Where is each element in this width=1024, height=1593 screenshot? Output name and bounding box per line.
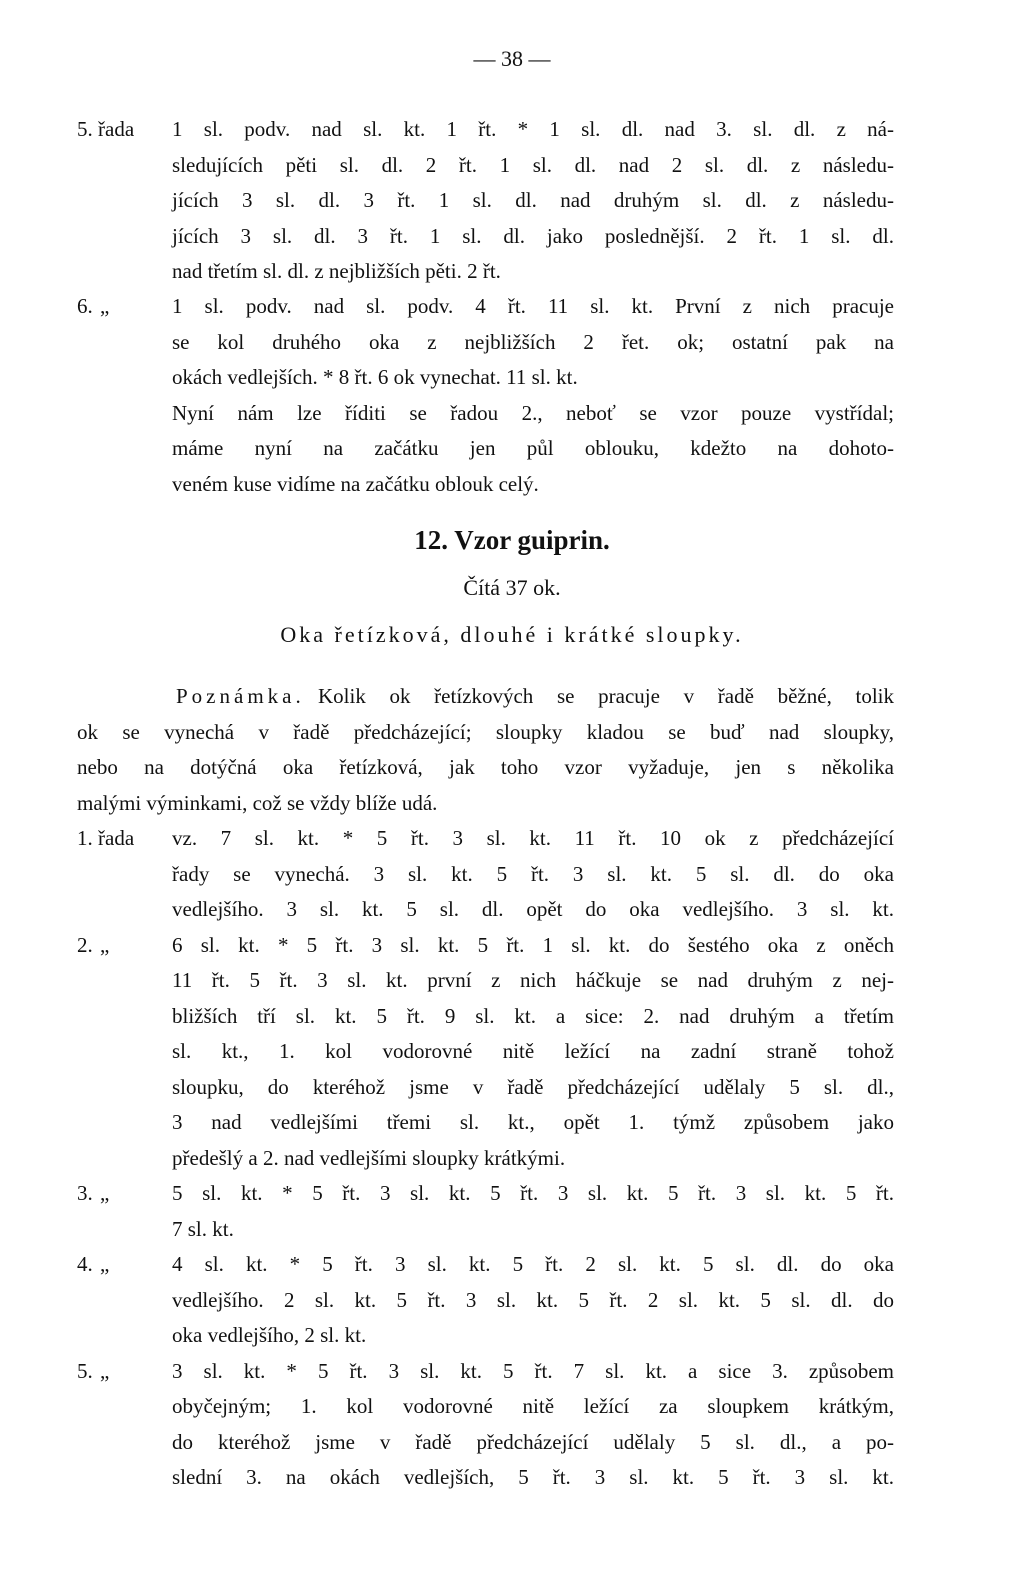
text-line: oka vedlejšího, 2 sl. kt. [172,1323,367,1347]
ditto-mark: „ [100,1359,110,1383]
ditto-mark: „ [100,933,110,957]
section-title: 12. Vzor guiprin. [414,525,610,555]
text-line: řady se vynechá. 3 sl. kt. 5 řt. 3 sl. kt. 5 sl. dl. do oka [172,862,894,886]
stitch-count: Čítá 37 ok. [463,575,561,600]
text-line: sledujících pěti sl. dl. 2 řt. 1 sl. dl. nad 2 sl. dl. z následu- [172,153,894,177]
text-line: 3 sl. kt. * 5 řt. 3 sl. kt. 5 řt. 7 sl. kt. a sice 3. způsobem [172,1359,894,1383]
text-line: okách vedlejších. * 8 řt. 6 ok vynechat. 11 sl. kt. [172,365,578,389]
row-number-3: 3. [77,1181,93,1205]
row-number-1: 1. řada [77,826,135,850]
text-line: vedlejšího. 2 sl. kt. 5 řt. 3 sl. kt. 5 řt. 2 sl. kt. 5 sl. dl. do [172,1288,894,1312]
paragraph-line: Nyní nám lze říditi se řadou 2., neboť se vzor pouze vystřídal; [172,401,894,425]
text-line: 11 řt. 5 řt. 3 sl. kt. první z nich háčkuje se nad druhým z nej- [172,968,894,992]
page-number: — 38 — [473,46,551,71]
text-line: sloupku, do kteréhož jsme v řadě předcházející udělaly 5 sl. dl., [172,1075,894,1099]
text-line: 4 sl. kt. * 5 řt. 3 sl. kt. 5 řt. 2 sl. kt. 5 sl. dl. do oka [172,1252,894,1276]
text-line: předešlý a 2. nad vedlejšími sloupky krátkými. [172,1146,566,1170]
section-subtitle: Oka řetízková, dlouhé i krátké sloupky. [280,622,744,647]
note-label: Poznámka. [176,684,305,708]
note-label-wrap [176,684,305,708]
text-line: jících 3 sl. dl. 3 řt. 1 sl. dl. jako poslednější. 2 řt. 1 sl. dl. [172,224,894,248]
paragraph-line: veném kuse vidíme na začátku oblouk celý. [172,472,539,496]
text-line: do kteréhož jsme v řadě předcházející udělaly 5 sl. dl., a po- [172,1430,894,1454]
text-line: vedlejšího. 3 sl. kt. 5 sl. dl. opět do oka vedlejšího. 3 sl. kt. [172,897,894,921]
note-line: ok se vynechá v řadě předcházející; sloupky kladou se buď nad sloupky, [77,720,894,744]
text-line: 1 sl. podv. nad sl. kt. 1 řt. * 1 sl. dl. nad 3. sl. dl. z ná- [172,117,894,141]
row-number-6: 6. [77,294,93,318]
text-line: 3 nad vedlejšími třemi sl. kt., opět 1. týmž způsobem jako [172,1110,894,1134]
text-line: 6 sl. kt. * 5 řt. 3 sl. kt. 5 řt. 1 sl. kt. do šestého oka z oněch [172,933,894,957]
note-line: malými výminkami, což se vždy blíže udá. [77,791,438,815]
text-line: obyčejným; 1. kol vodorovné nitě ležící za sloupkem krátkým, [172,1394,894,1418]
text-line: 1 sl. podv. nad sl. podv. 4 řt. 11 sl. kt. První z nich pracuje [172,294,894,318]
text-line: 7 sl. kt. [172,1217,234,1241]
text-line: vz. 7 sl. kt. * 5 řt. 3 sl. kt. 11 řt. 10 ok z předcházející [172,826,894,850]
row-number-2: 2. [77,933,93,957]
paragraph-line: máme nyní na začátku jen půl oblouku, kdežto na dohoto- [172,436,894,460]
text-line: sl. kt., 1. kol vodorovné nitě ležící na zadní straně tohož [172,1039,894,1063]
note-line: nebo na dotýčná oka řetízková, jak toho vzor vyžaduje, jen s několika [77,755,894,779]
text-line: jících 3 sl. dl. 3 řt. 1 sl. dl. nad druhým sl. dl. z následu- [172,188,894,212]
text-line: nad třetím sl. dl. z nejbližších pěti. 2 řt. [172,259,501,283]
row-number-4: 4. [77,1252,93,1276]
note-line: Kolik ok řetízkových se pracuje v řadě běžné, tolik [318,684,894,708]
ditto-mark: „ [100,1181,110,1205]
text-line: 5 sl. kt. * 5 řt. 3 sl. kt. 5 řt. 3 sl. kt. 5 řt. 3 sl. kt. 5 řt. [172,1181,894,1205]
row-number-5b: 5. [77,1359,93,1383]
row-number-5: 5. řada [77,117,135,141]
ditto-mark: „ [100,1252,110,1276]
text-line: se kol druhého oka z nejbližších 2 řet. ok; ostatní pak na [172,330,894,354]
text-line: slední 3. na okách vedlejších, 5 řt. 3 sl. kt. 5 řt. 3 sl. kt. [172,1465,894,1489]
text-line: bližších tří sl. kt. 5 řt. 9 sl. kt. a sice: 2. nad druhým a třetím [172,1004,894,1028]
ditto-mark: „ [100,294,110,318]
